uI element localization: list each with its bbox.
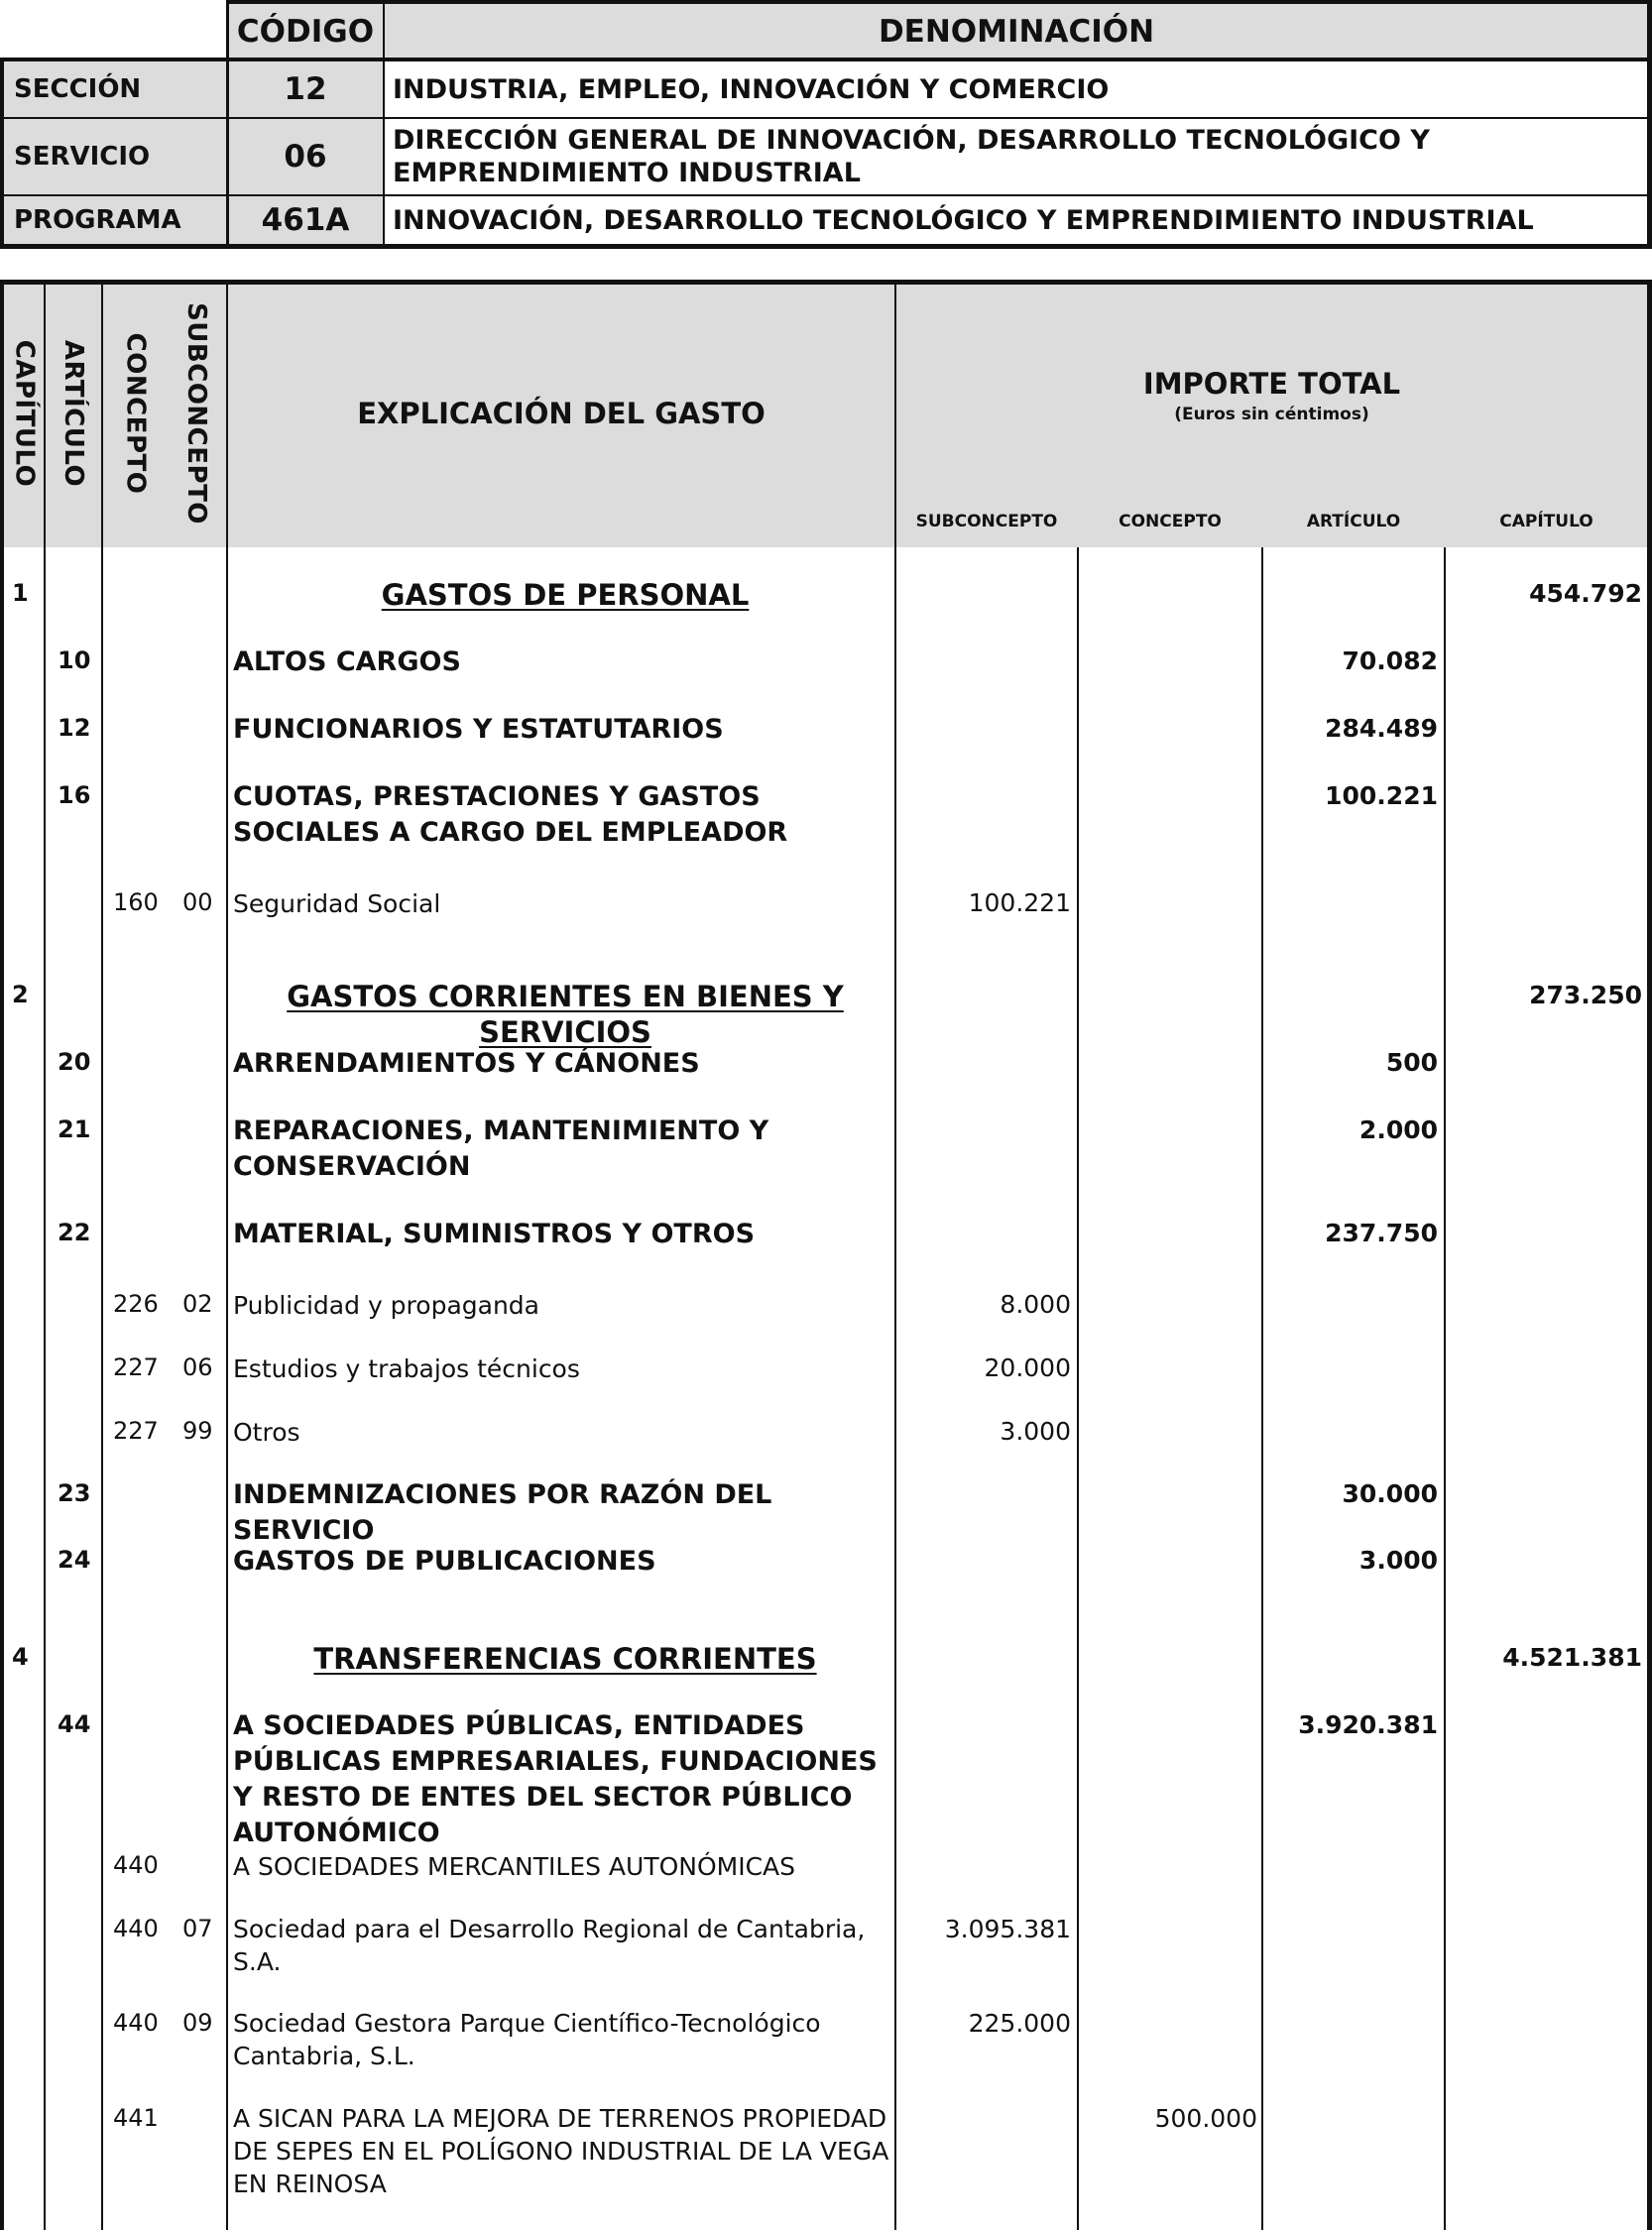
program-header: [0, 0, 1652, 250]
head-amt-subconcepto: SUBCONCEPTO: [915, 512, 1058, 531]
header-label-seccion: SECCIÓN: [14, 74, 142, 104]
header-label-servicio: SERVICIO: [14, 142, 151, 172]
header-col-codigo: CÓDIGO: [236, 14, 375, 50]
header-name-seccion: INDUSTRIA, EMPLEO, INNOVACIÓN Y COMERCIO: [393, 73, 1110, 105]
head-explicacion: EXPLICACIÓN DEL GASTO: [357, 397, 766, 430]
head-concepto: CONCEPTO: [120, 332, 150, 495]
header-code-programa: 461A: [261, 202, 350, 238]
head-importe-title: IMPORTE TOTAL: [1142, 367, 1401, 401]
head-subconcepto: SUBCONCEPTO: [181, 302, 211, 525]
expense-table: CAPÍTULO ARTÍCULO CONCEPTO SUBCONCEPTO EXPLICACIÓN DEL GASTO IMPORTE TOTAL (Euros sin céntimos) SUBCONCEPTO CONCEPTO ARTÍCULO CAPÍTULO 1 GASTOS DE PERSONAL 454.792 10 ALTOS CARGOS 70.082 12 FUNCIONARIOS Y ESTATUTARIOS 284.489 16 CUOTAS, PRESTACIONES Y GASTOS SOCIALES A CARGO DEL EMPLEADOR 100.221 160 00 Seguridad Social 100.221 2 GASTOS CORRIENTES EN BIENES Y SERVICIOS 273.250 20 ARRENDAMIENTOS Y CÁNONES 500 21 REPARACIONES, MANTENIMIENTO Y CONSERVACIÓN 2.000 22 MATERIAL, SUMINISTROS Y OTROS 237.750 226 02 Publicidad y propaganda 8.000 227 06 Estudios y trabajos técnicos 20.000 227 99 Otros 3.000 23 INDEMNIZACIONES POR RAZÓN DEL SERVICIO 30.000 24 GASTOS DE PUBLICACIONES 3.000 4 TRANSFERENCIAS CORRIENTES 4.521.381 44 A SOCIEDADES PÚBLICAS, ENTIDADES PÚBLICAS EMPRESARIALES, FUNDACIONES Y RESTO DE ENTES DEL SECTOR PÚBLICO AUTONÓMICO 3.920.381 440 A SOCIEDADES MERCANTILES AUTONÓMICAS 440 07 Sociedad para el Desarrollo Regional de Cantabria, S.A. 3.095.381 440 09 Sociedad Gestora Parque Científico-Tecnológico Cantabria, S.L. 225.000 441 A SICAN PARA LA MEJORA DE TERRENOS PROPIEDAD DE SEPES EN EL POLÍGONO INDUSTRIAL DE LA VEGA EN REINOSA 500.000: [0, 280, 1652, 2230]
head-importe-sub: (Euros sin céntimos): [1174, 405, 1369, 424]
head-capitulo: CAPÍTULO: [9, 339, 39, 488]
head-amt-capitulo: CAPÍTULO: [1499, 512, 1593, 531]
head-amt-articulo: ARTÍCULO: [1306, 512, 1401, 531]
head-amt-concepto: CONCEPTO: [1119, 512, 1222, 531]
header-code-seccion: 12: [284, 71, 327, 107]
header-code-servicio: 06: [284, 139, 327, 175]
head-articulo: ARTÍCULO: [59, 339, 89, 488]
header-col-denominacion: DENOMINACIÓN: [878, 14, 1155, 50]
header-name-servicio: DIRECCIÓN GENERAL DE INNOVACIÓN, DESARROLLO TECNOLÓGICO Y EMPRENDIMIENTO INDUSTRIAL: [393, 125, 1430, 188]
header-name-programa: INNOVACIÓN, DESARROLLO TECNOLÓGICO Y EMPRENDIMIENTO INDUSTRIAL: [393, 204, 1534, 236]
header-label-programa: PROGRAMA: [14, 205, 181, 235]
